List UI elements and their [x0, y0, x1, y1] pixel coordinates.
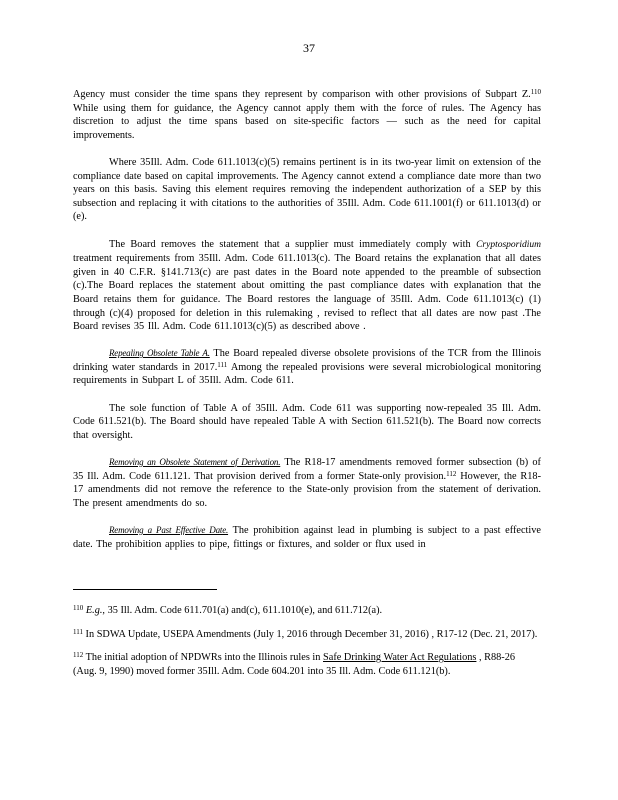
footnote-marker: 110 [73, 604, 84, 612]
styled-text: E.g. [85, 605, 103, 616]
text-run: Agency must consider the time spans they represent by comparison with other provisions of Subpart Z. [73, 89, 531, 100]
paragraph [73, 156, 541, 224]
paragraph [73, 238, 541, 334]
text-run: Where 35Ill. Adm. Code 611.1013(c)(5) remains pertinent is in its two-year limit on extension of the compliance date based on capital improvements. The Agency cannot extend a compliance date more than two years on this basis. Saving this element requires removing the independent authorization of a SEP by this subsection and replacing it with citations to the authorities of 35Ill. Adm. Code 611.1001(f) or 611.1013(d) or (e). [73, 156, 541, 223]
section-heading: Removing an Obsolete Statement of Derivation. [109, 457, 281, 468]
footnote-marker: 112 [73, 651, 84, 660]
text-run: The Board removes the statement that a supplier must immediately comply with [109, 238, 477, 250]
footnote [73, 651, 541, 678]
paragraph [73, 88, 541, 142]
text-run: Among the repealed provisions were several microbiological monitoring requirements in Subpart L of 35Ill. Adm. Code 611. [73, 361, 542, 387]
paragraph [73, 402, 541, 443]
paragraph [73, 456, 541, 510]
paragraph [73, 524, 541, 551]
section-heading: Repealing Obsolete Table A. [109, 348, 210, 359]
footnotes [73, 604, 541, 688]
text-run: The Board repealed diverse obsolete provisions of the TCR from the Illinois drinking water standards in 2017. [73, 348, 541, 373]
text-run: However, the R18-17 amendments did not remove the reference to the State-only provision from the statement of derivation. The present amendments do so. [73, 470, 542, 509]
styled-text: Safe Drinking Water Act Regulations [323, 652, 477, 664]
footnote-marker: 112 [446, 469, 457, 478]
text-run: The R18-17 amendments removed former subsection (b) of 35 Ill. Adm. Code 611.121. That provision derived from a former State-only provision. [73, 457, 541, 482]
text-run: The prohibition against lead in plumbing is subject to a past effective date. The prohibition applies to pipe, fittings or fixtures, and solder or flux used in [73, 525, 541, 550]
text-run: treatment requirements from 35Ill. Adm. Code 611.1013(c). The Board retains the explanation that all dates given in 40 C.F.R. §141.713(c) are past dates in the Board note appended to the preamble of subsection (c).The Board replaces the statement about omitting the past compliance dates with explanation that the Board retains them for guidance. The Board restores the language of 35Ill. Adm. Code 611.1013(c) (1) through (c)(4) proposed for deletion in this rulemaking , revised to reflect that all dates are now past .The Board revises 35 Ill. Adm. Code 611.1013(c)(5) as described above . [73, 253, 541, 333]
paragraph [73, 347, 541, 388]
footnote [73, 628, 541, 642]
text-run: The sole function of Table A of 35Ill. Adm. Code 611 was supporting now-repealed 35 Ill. Adm. Code 611.521(b). The Board should have repealed Table A with Section 611.521(b). The Board now corrects that oversight. [73, 402, 541, 441]
footnote-marker: 111 [217, 360, 228, 369]
body-text [73, 88, 541, 565]
footnote [73, 604, 541, 618]
text-run: In SDWA Update, USEPA Amendments (July 1, 2016 through December 31, 2016) , R17-12 (Dec. 21, 2017). [82, 628, 538, 640]
text-run: While using them for guidance, the Agency cannot apply them with the force of rules. The Agency has discretion to adjust the time spans based on site-specific factors — such as the need for capital improvements. [73, 102, 541, 141]
text-run: , 35 Ill. Adm. Code 611.701(a) and(c), 611.1010(e), and 611.712(a). [102, 605, 383, 616]
styled-text: Cryptosporidium [476, 239, 541, 250]
footnote-marker: 110 [530, 88, 541, 96]
page-number: 37 [303, 41, 315, 55]
footnote-separator [73, 589, 217, 590]
text-run: The initial adoption of NPDWRs into the Illinois rules in [83, 652, 324, 664]
footnote-marker: 111 [73, 627, 83, 636]
text-run: , R88-26 (Aug. 9, 1990) moved former 35Ill. Adm. Code 604.201 into 35 Ill. Adm. Code 611.121(b). [73, 652, 516, 677]
section-heading: Removing a Past Effective Date. [109, 525, 229, 535]
